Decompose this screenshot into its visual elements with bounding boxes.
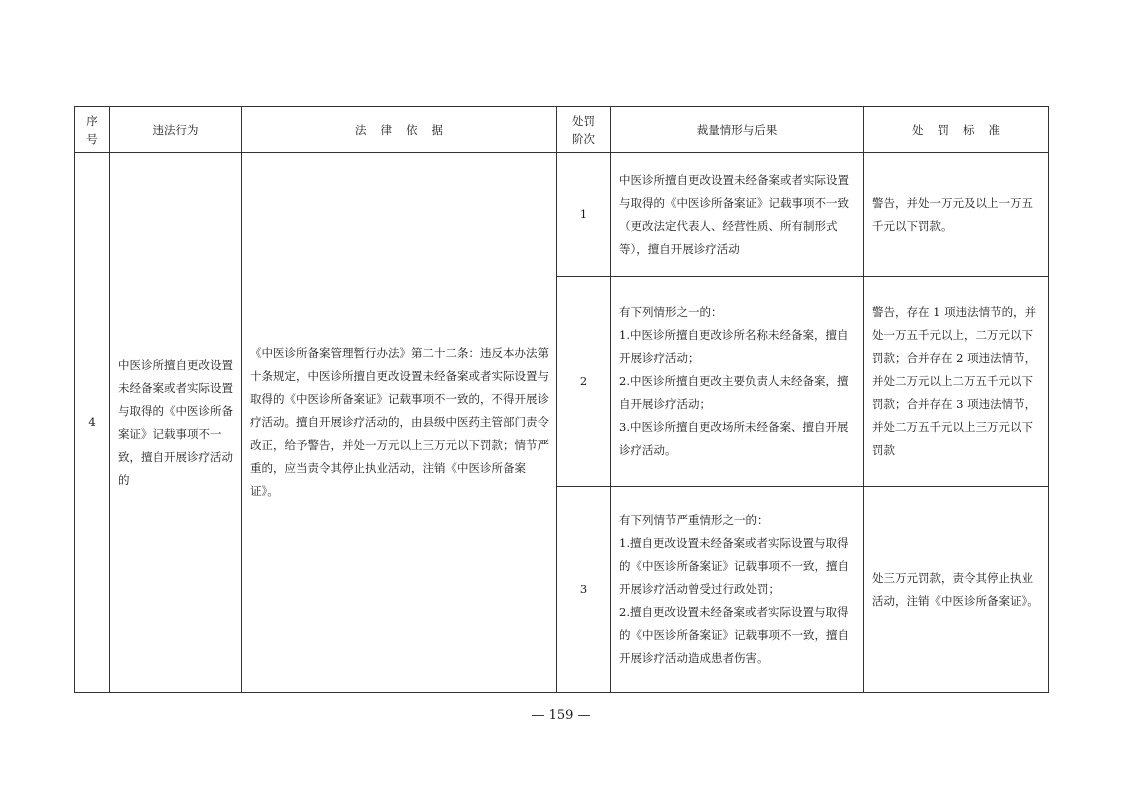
cell-circumstances-2 — [611, 277, 864, 487]
circumstance-line: 有下列情节严重情形之一的： — [619, 513, 769, 527]
page-number: — 159 — — [531, 708, 591, 723]
cell-seq: 4 — [75, 153, 110, 693]
cell-level-2: 2 — [557, 277, 611, 487]
cell-legal-basis: 《中医诊所备案管理暂行办法》第二十二条：违反本办法第十条规定，中医诊所擅自更改设置未经备案或者实际设置与取得的《中医诊所备案证》记载事项不一致的，不得开展诊疗活动。擅自开展诊疗活动的，由县级中医药主管部门责令改正，给予警告，并处一万元以上三万元以下罚款；情节严重的，应当责令其停止执业活动，注销《中医诊所备案证》。 — [242, 153, 557, 693]
cell-standard-1: 警告，并处一万元及以上一万五千元以下罚款。 — [864, 153, 1049, 277]
circumstance-line: 2.中医诊所擅自更改主要负责人未经备案，擅自开展诊疗活动； — [619, 374, 849, 411]
circumstance-line: 2.擅自更改设置未经备案或者实际设置与取得的《中医诊所备案证》记载事项不一致，擅自开展诊疗活动造成患者伤害。 — [619, 605, 849, 665]
header-circumstances: 裁量情形与后果 — [611, 107, 864, 153]
header-penalty-level: 处罚 阶次 — [557, 107, 611, 153]
cell-violation: 中医诊所擅自更改设置未经备案或者实际设置与取得的《中医诊所备案证》记载事项不一致，擅自开展诊疗活动的 — [110, 153, 242, 693]
circumstance-line: 中医诊所擅自更改设置未经备案或者实际设置与取得的《中医诊所备案证》记载事项不一致（更改法定代表人、经营性质、所有制形式等），擅自开展诊疗活动 — [619, 172, 849, 256]
circumstance-line: 1.中医诊所擅自更改诊所名称未经备案，擅自开展诊疗活动； — [619, 328, 849, 365]
cell-circumstances-3 — [611, 487, 864, 693]
table-row — [75, 153, 1049, 277]
header-legal-basis: 法律依据 — [242, 107, 557, 153]
header-standard: 处罚标准 — [864, 107, 1049, 153]
penalty-table — [74, 106, 1049, 693]
circumstance-line: 1.擅自更改设置未经备案或者实际设置与取得的《中医诊所备案证》记载事项不一致，擅自开展诊疗活动曾受过行政处罚； — [619, 536, 849, 596]
cell-circumstances-1 — [611, 153, 864, 277]
cell-standard-2: 警告，存在 1 项违法情节的，并处一万五千元以上，二万元以下罚款；合并存在 2 项违法情节，并处二万元以上二万五千元以下罚款；合并存在 3 项违法情节，并处二万五千元以上三万元以下罚款 — [864, 277, 1049, 487]
circumstance-line: 有下列情形之一的： — [619, 305, 723, 319]
header-violation: 违法行为 — [110, 107, 242, 153]
header-seq: 序 号 — [75, 107, 110, 153]
cell-level-3: 3 — [557, 487, 611, 693]
cell-standard-3: 处三万元罚款，责令其停止执业活动，注销《中医诊所备案证》。 — [864, 487, 1049, 693]
table-header-row — [75, 107, 1049, 153]
cell-level-1: 1 — [557, 153, 611, 277]
circumstance-line: 3.中医诊所擅自更改场所未经备案、擅自开展诊疗活动。 — [619, 420, 849, 457]
